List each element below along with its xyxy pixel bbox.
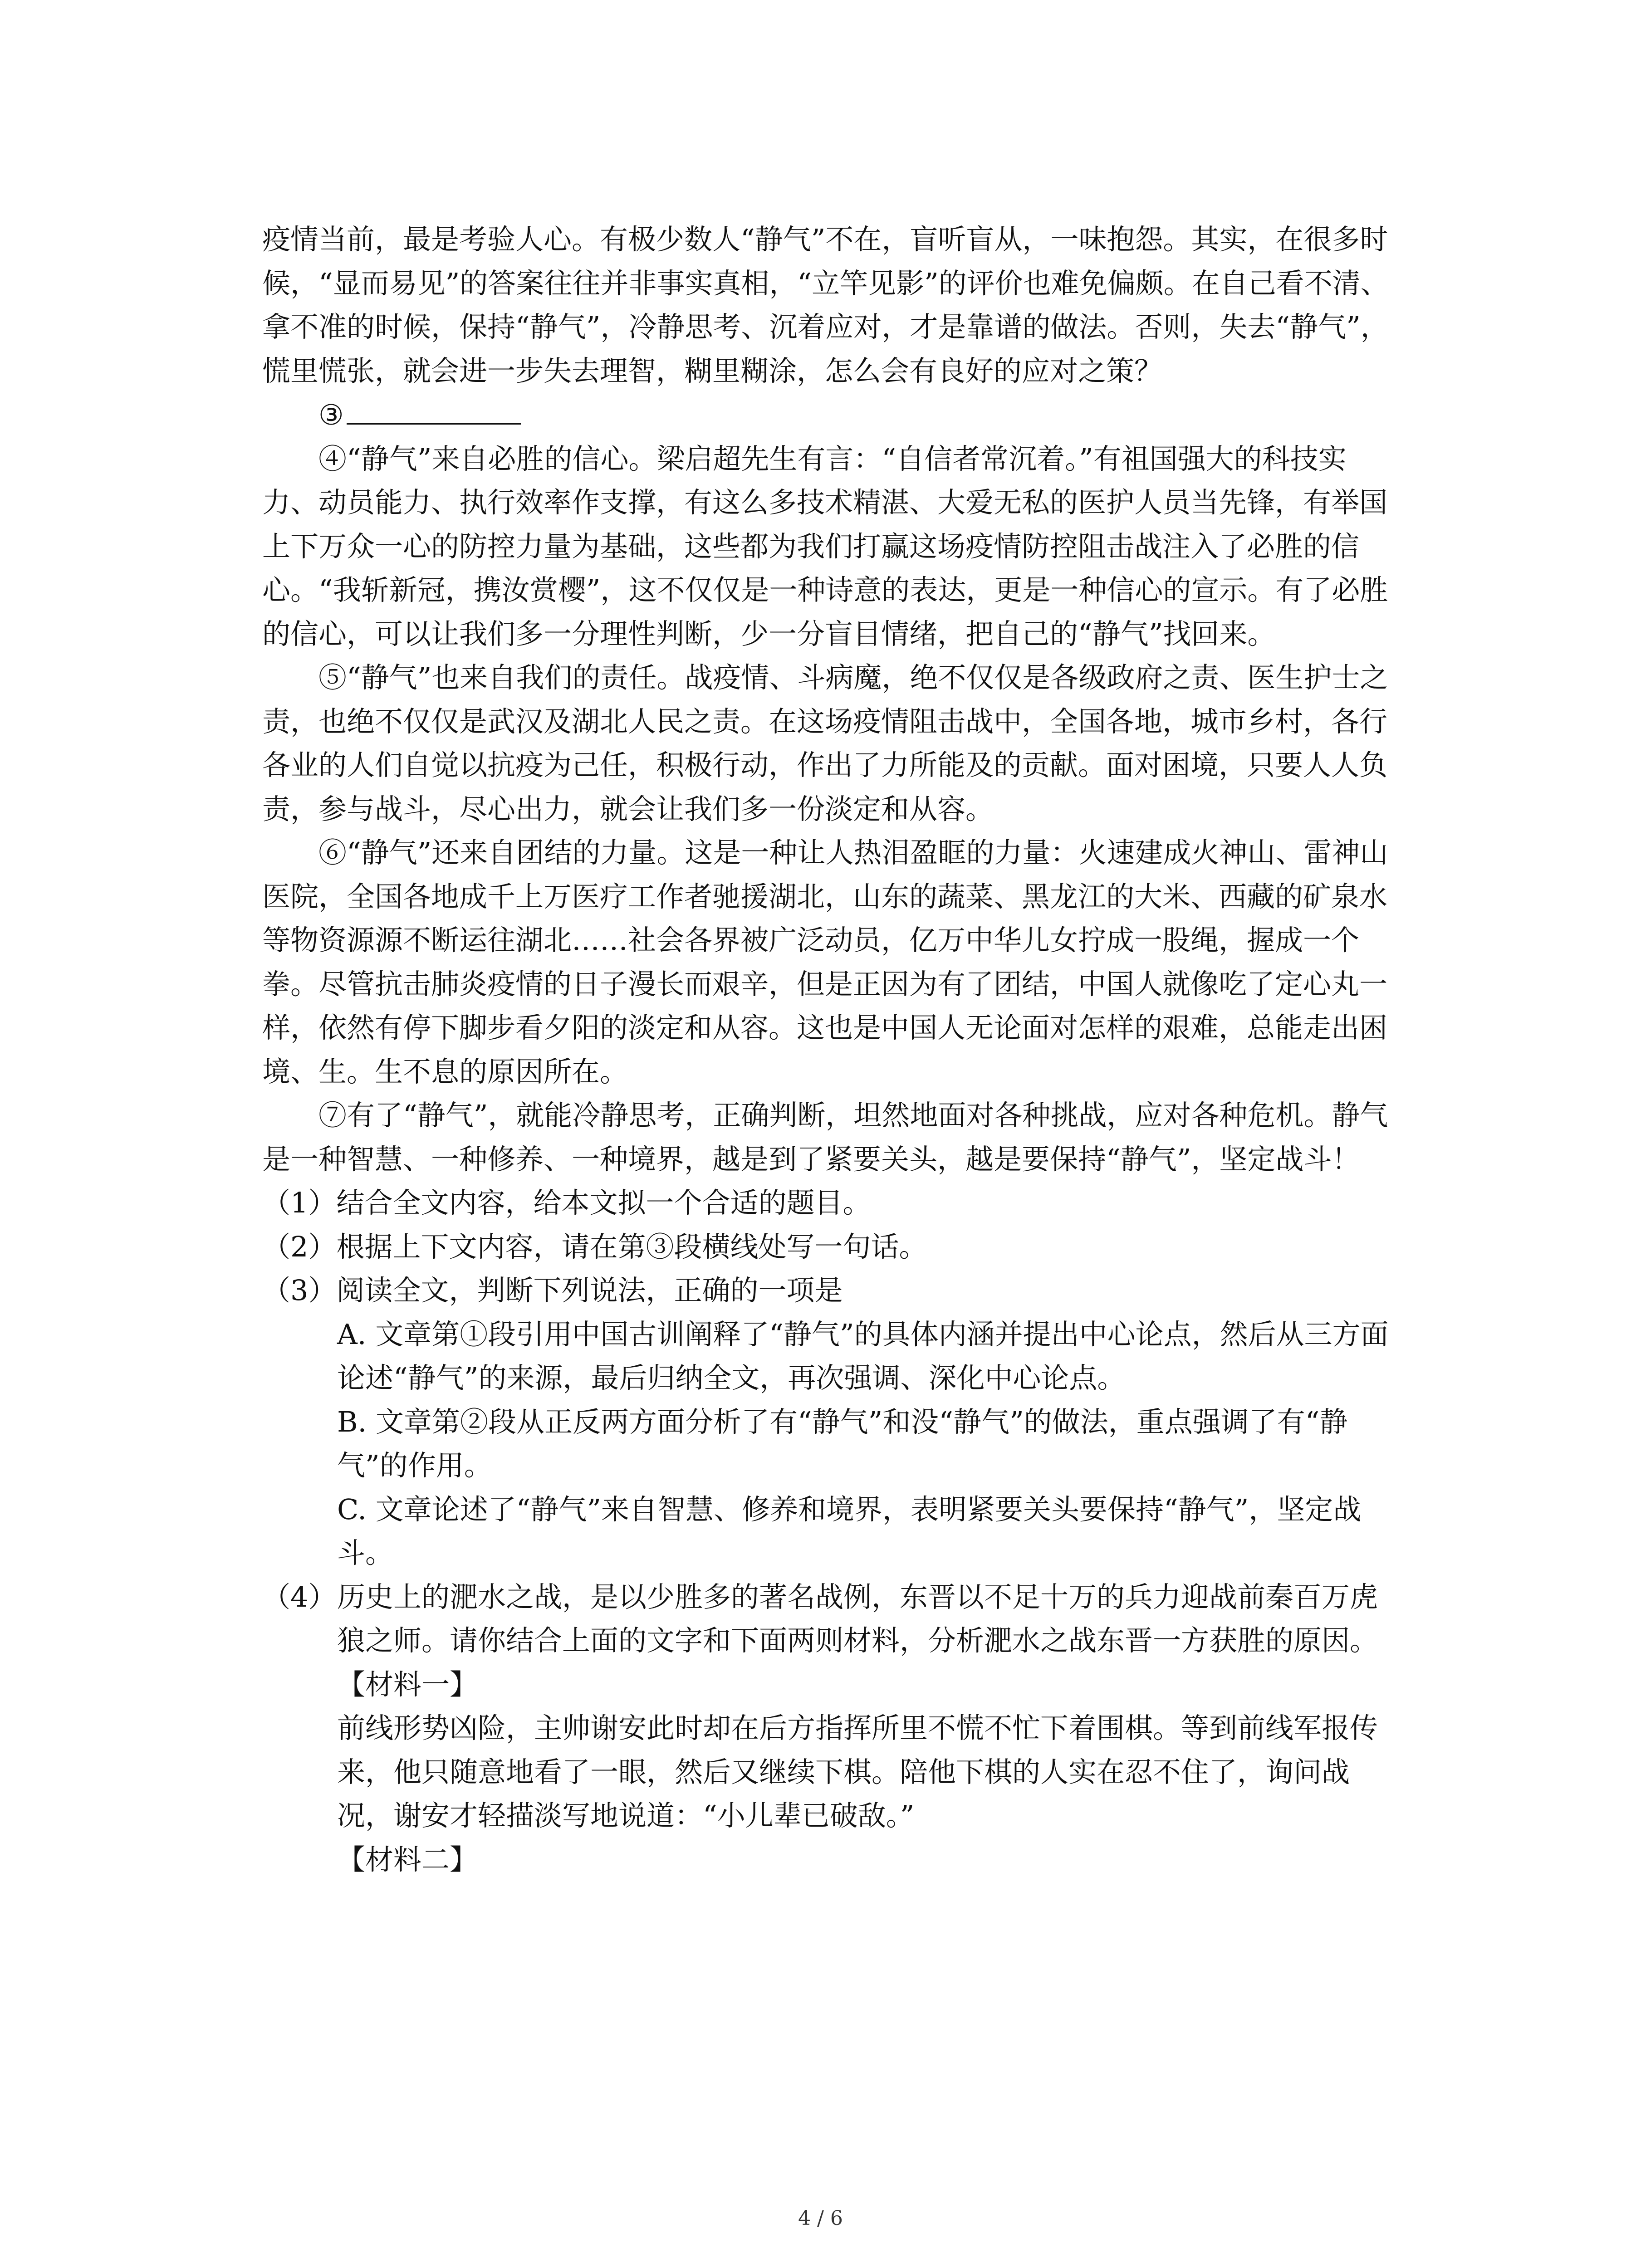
question-4-text: 历史上的淝水之战，是以少胜多的著名战例，东晋以不足十万的兵力迎战前秦百万虎狼之师。请你结合上面的文字和下面两则材料，分析淝水之战东晋一方获胜的原因。 xyxy=(337,1580,1378,1657)
question-3-option-b: B. 文章第②段从正反两方面分析了有“静气”和没“静气”的做法，重点强调了有“静气”的作用。 xyxy=(337,1405,1348,1482)
answer-blank-line[interactable] xyxy=(347,393,521,425)
question-2: （2）根据上下文内容，请在第③段横线处写一句话。 xyxy=(262,1230,927,1263)
material-1-title: 【材料一】 xyxy=(337,1667,478,1701)
page-number: 4 / 6 xyxy=(798,2207,843,2230)
question-1: （1）结合全文内容，给本文拟一个合适的题目。 xyxy=(262,1186,871,1219)
paragraph-4: ④“静气”来自必胜的信心。梁启超先生有言：“自信者常沉着。”有祖国强大的科技实力、动员能力、执行效率作支撑，有这么多技术精湛、大爱无私的医护人员当先锋，有举国上下万众一心的防控力量为基础，这些都为我们打赢这场疫情防控阻击战注入了必胜的信心。“我斩新冠，携汝赏樱”，这不仅仅是一种诗意的表达，更是一种信心的宣示。有了必胜的信心，可以让我们多一分理性判断，少一分盲目情绪，把自己的“静气”找回来。 xyxy=(262,442,1388,650)
paragraph-2: 疫情当前，最是考验人心。有极少数人“静气”不在，盲听盲从，一味抱怨。其实，在很多时候，“显而易见”的答案往往并非事实真相，“立竿见影”的评价也难免偏颇。在自己看不清、拿不准的时候，保持“静气”，冷静思考、沉着应对，才是靠谱的做法。否则，失去“静气”，慌里慌张，就会进一步失去理智，糊里糊涂，怎么会有良好的应对之策？ xyxy=(262,223,1389,387)
paragraph-7: ⑦有了“静气”，就能冷静思考，正确判断，坦然地面对各种挑战，应对各种危机。静气是一种智慧、一种修养、一种境界，越是到了紧要关头，越是要保持“静气”，坚定战斗！ xyxy=(262,1099,1388,1176)
question-3: （3）阅读全文，判断下列说法，正确的一项是 xyxy=(262,1274,843,1307)
paragraph-5: ⑤“静气”也来自我们的责任。战疫情、斗病魔，绝不仅仅是各级政府之责、医生护士之责，也绝不仅仅是武汉及湖北人民之责。在这场疫情阻击战中，全国各地，城市乡村，各行各业的人们自觉以抗疫为己任，积极行动，作出了力所能及的贡献。面对困境，只要人人负责，参与战斗，尽心出力，就会让我们多一份淡定和从容。 xyxy=(262,661,1388,826)
paragraph-6: ⑥“静气”还来自团结的力量。这是一种让人热泪盈眶的力量：火速建成火神山、雷神山医院，全国各地成千上万医疗工作者驰援湖北，山东的蔬菜、黑龙江的大米、西藏的矿泉水等物资源源不断运往湖北……社会各界被广泛动员，亿万中华儿女拧成一股绳，握成一个拳。尽管抗击肺炎疫情的日子漫长而艰辛，但是正因为有了团结，中国人就像吃了定心丸一样，依然有停下脚步看夕阳的淡定和从容。这也是中国人无论面对怎样的艰难，总能走出困境、生。生不息的原因所在。 xyxy=(262,836,1388,1088)
question-3-option-c: C. 文章论述了“静气”来自智慧、修养和境界，表明紧要关头要保持“静气”，坚定战斗。 xyxy=(337,1492,1362,1569)
question-4 xyxy=(262,1575,1396,1663)
material-1-body: 前线形势凶险，主帅谢安此时却在后方指挥所里不慌不忙下着围棋。等到前线军报传来，他只随意地看了一眼，然后又继续下棋。陪他下棋的人实在忍不住了，询问战况，谢安才轻描淡写地说道：“小儿辈已破敌。” xyxy=(337,1711,1378,1832)
question-3-option-a: A. 文章第①段引用中国古训阐释了“静气”的具体内涵并提出中心论点，然后从三方面论述“静气”的来源，最后归纳全文，再次强调、深化中心论点。 xyxy=(337,1317,1389,1394)
document-body xyxy=(262,218,1396,1882)
paragraph-3 xyxy=(262,393,1396,437)
paragraph-3-marker: ③ xyxy=(318,398,344,431)
material-2-title: 【材料二】 xyxy=(337,1843,478,1876)
question-4-number: （4） xyxy=(262,1580,337,1613)
